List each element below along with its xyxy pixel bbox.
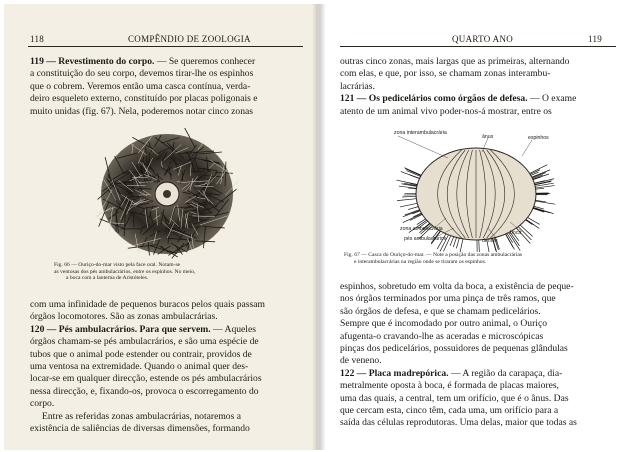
right-opening: outras cinco zonas, mais largas que as primeiras, alternando com elas, e que, por isso, se chamam zonas interambu- lacrárias. 121 — Os pedicelários como órgãos de defesa. — O exame atento de um animal vivo poder-nos-á mostrar, entre os: [340, 56, 614, 118]
heading-120: 120 — Pés ambulacrários. Para que servem.: [30, 323, 211, 335]
text-line: muito unidas (fig. 67). Nela, poderemos notar cinco zonas: [30, 105, 253, 117]
text-line: deiro esqueleto externo, constituído por placas poligonais e: [30, 93, 258, 105]
text-line: pinças dos pedicelários, possuidores de pequenas glândulas: [340, 343, 568, 355]
text-line: existência de saliências de diversas dimensões, formando: [30, 423, 250, 435]
text-line: espinhos, sobretudo em volta da boca, a existência de peque-: [340, 281, 574, 292]
text-line: que cercam esta, cinco têm, cada uma, um orifício para a: [340, 405, 559, 417]
left-page-number: 118: [30, 34, 45, 44]
text-line: lacrárias.: [340, 80, 375, 92]
text-line: uma ventosa na extremidade. Quando o animal quer des-: [30, 361, 249, 373]
figure-67-urchin-shell-illustration: [384, 130, 584, 252]
text-line: órgãos chamam-se pés ambulacrários, e são uma espécie de: [30, 336, 259, 348]
right-running-head: QUARTO ANO: [452, 34, 514, 44]
text-line: que o cobrem. Veremos então uma casca contínua, verda-: [30, 80, 251, 92]
figure-67-caption: Fig. 67 — Casca do Ouriço-do-mar. — Note a posição das zonas ambulacrárias e interambulacrárias na região onde se tiraram os espinhos.: [344, 252, 523, 265]
heading-119: 119 — Revestimento do corpo.: [30, 56, 155, 67]
label-dentes: dentes: [482, 238, 498, 244]
label-espinhos: espinhos: [528, 135, 549, 141]
left-running-head: COMPÊNDIO DE ZOOLOGIA: [128, 34, 251, 44]
text-line: afugenta-o cravando-lhe as aceradas e microscópicas: [340, 330, 544, 342]
right-header-rule: [340, 46, 616, 47]
heading-121: 121 — Os pedicelários como órgãos de defesa.: [340, 93, 528, 105]
text-line: órgãos locomotores. São as zonas ambulacrárias.: [30, 311, 218, 323]
text-line: com elas, e que, por isso, se chamam zonas interambu-: [340, 68, 551, 80]
text-line: saída das células reprodutoras. Uma delas, maior que todas as: [340, 417, 577, 429]
label-pes-ambulacrarios: pés ambulacrários: [404, 236, 447, 242]
label-boca: boca: [510, 230, 522, 236]
text-line: uma das quais, a central, tem um orifício, que é o ânus. Das: [340, 392, 569, 404]
right-continuation: espinhos, sobretudo em volta da boca, a existência de peque- nos órgãos terminados por uma pinça de três ramos, que são órgãos de defesa, e que se chamam pedicelários. Sempre que é incomodado por outro animal, o Ouriço afugenta-o cravando-lhe as aceradas e microscópicas pinças dos pedicelários, possuidores de pequenas glândulas de veneno. 122 — Placa madrepórica. — A região da carapaça, dia- metralmente oposta à boca, é formada de placas maiores, uma das quais, a central, tem um orifício, que é o ânus. Das que cercam esta, cinco têm, cada uma, um orifício para a saída das células reprodutoras. Uma delas, maior que todas as: [340, 281, 614, 430]
text-line: outras cinco zonas, mais largas que as primeiras, alternando: [340, 56, 570, 67]
text-line: metralmente oposta à boca, é formada de placas maiores,: [340, 380, 559, 392]
figure-66-sea-urchin-illustration: [92, 128, 242, 260]
text-line: são órgãos de defesa, e que se chamam pedicelários.: [340, 305, 541, 317]
text-line: Entre as referidas zonas ambulacrárias, notaremos a: [42, 410, 241, 422]
text-line: atento de um animal vivo poder-nos-á mostrar, entre os: [340, 105, 552, 117]
text-line: corpo.: [30, 398, 55, 410]
text-line: tubos que o animal pode estender ou contrair, providos de: [30, 348, 252, 360]
label-anus: ânus: [482, 134, 494, 140]
label-zona-ambulacraria: zona ambulacrária: [400, 226, 443, 232]
figure-66-caption: Fig. 66 — Ouriço-do-mar visto pela face oral. Notam-se as ventosas dos pés ambulacrários, entre os espinhos. No meio, a boca com a lanterna de Aristóteles.: [54, 262, 196, 282]
left-continuation: com uma infinidade de pequenos buracos pelos quais passam órgãos locomotores. São as zonas ambulacrárias. 120 — Pés ambulacrários. Para que servem. — Aqueles órgãos chamam-se pés ambulacrários, e são uma espécie de tubos que o animal pode estender ou contrair, providos de uma ventosa na extremidade. Quando o animal quer des- locar-se em qualquer direcção, estende os pés ambulacrários nessa direcção, e, fixando-os, provoca o escorregamento do corpo. Entre as referidas zonas ambulacrárias, notaremos a existência de saliências de diversas dimensões, formando: [30, 299, 302, 435]
right-page-number: 119: [588, 34, 603, 44]
text-line: nos órgãos terminados por uma pinça de três ramos, que: [340, 293, 556, 305]
text-line: Sempre que é incomodado por outro animal, o Ouriço: [340, 318, 548, 330]
text-line: a constituição do seu corpo, devemos tirar-lhe os espinhos: [30, 68, 254, 80]
left-header-rule: [28, 46, 303, 47]
text-line: locar-se em qualquer direcção, estende os pés ambulacrários: [30, 373, 262, 385]
text-line: com uma infinidade de pequenos buracos pelos quais passam: [30, 299, 265, 310]
text-line: de veneno.: [340, 355, 382, 367]
text-line: nessa direcção, e, fixando-os, provoca o escorregamento do: [30, 385, 259, 397]
label-zona-interambulacraria: zona interambulacrária: [394, 130, 447, 136]
paragraph-119: 119 — Revestimento do corpo. — Se queremos conhecer a constituição do seu corpo, devemos tirar-lhe os espinhos que o cobrem. Veremos então uma casca contínua, verda- deiro esqueleto externo, constituído por placas poligonais e muito unidas (fig. 67). Nela, poderemos notar cinco zonas: [30, 56, 302, 118]
heading-122: 122 — Placa madrepórica.: [340, 367, 449, 379]
